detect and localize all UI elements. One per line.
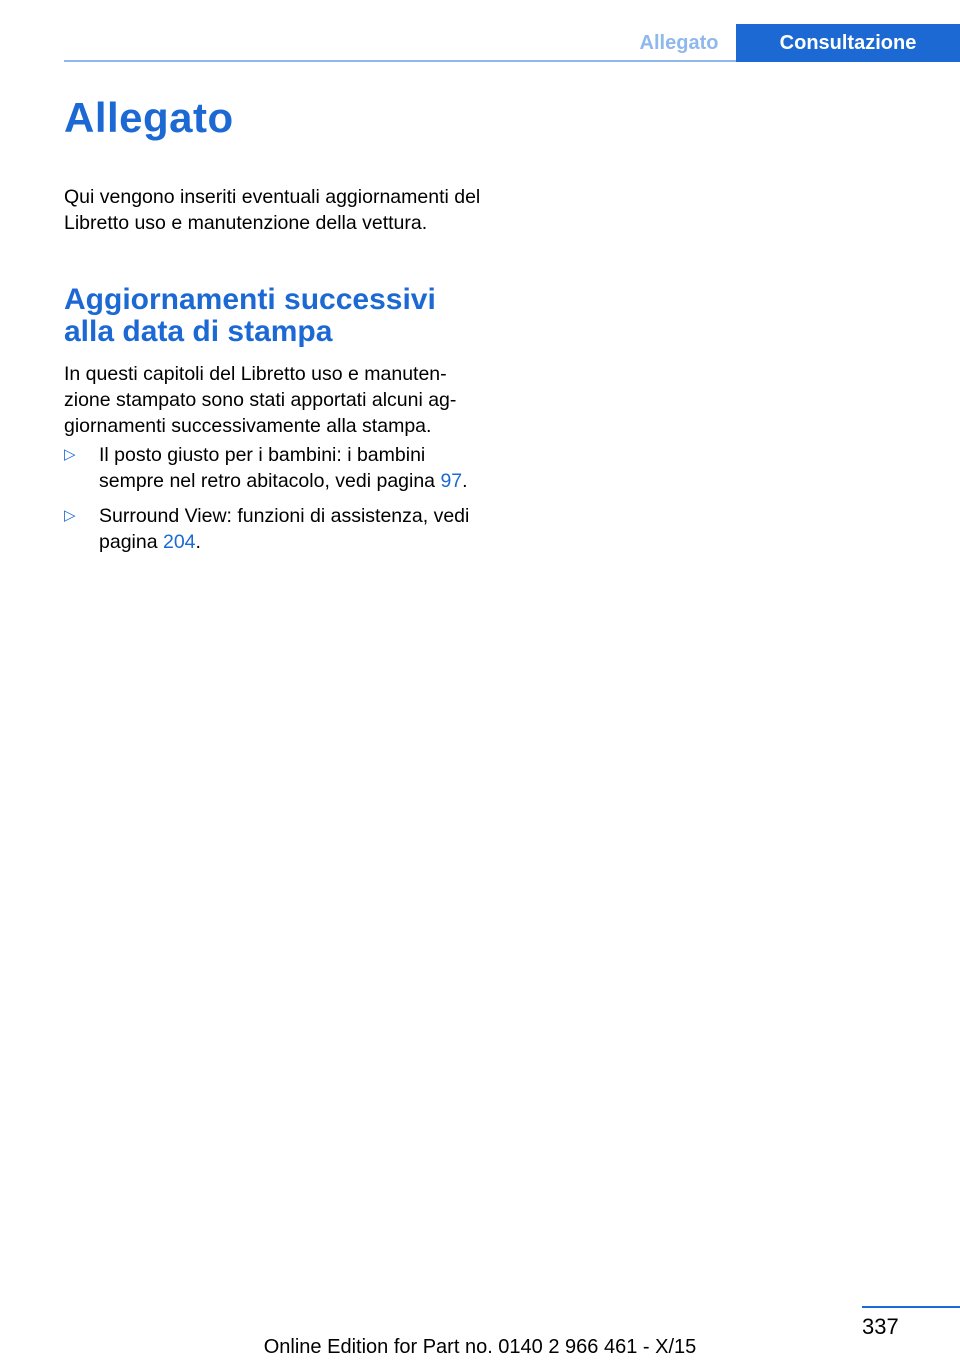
list-item [64,503,484,555]
footer-divider [862,1306,960,1308]
list-item-punctuation: . [462,470,468,492]
list-item-punctuation: . [195,531,201,553]
header-tab-allegato[interactable]: Allegato [639,31,719,54]
section-title: Aggiornamenti successivi alla data di stampa [64,283,436,348]
page-link-204[interactable]: 204 [162,531,196,553]
intro-paragraph: Qui vengono inseriti eventuali aggiornamenti del Libretto uso e manutenzione della vettura. [64,186,481,234]
list-item-text: Surround View: funzioni di assistenza, vedi pagina [99,505,470,553]
list-item [64,442,484,494]
triangle-bullet-icon: ▷ [64,446,76,463]
page-link-97[interactable]: 97 [440,470,463,492]
header-tab-consultazione[interactable]: Consultazione [736,24,960,62]
section-paragraph: In questi capitoli del Libretto uso e manutenzione stampato sono stati apportati alcuni aggiornamenti successivamente alla stampa. [64,363,457,437]
update-list [64,442,484,564]
page-number: 337 [862,1314,899,1339]
page-title: Allegato [64,94,234,141]
edition-footer: Online Edition for Part no. 0140 2 966 461 - X/15 [263,1336,697,1358]
list-item-text: Il posto giusto per i bambini: i bambini sempre nel retro abitacolo, vedi pagina [99,444,441,492]
triangle-bullet-icon: ▷ [64,507,76,524]
